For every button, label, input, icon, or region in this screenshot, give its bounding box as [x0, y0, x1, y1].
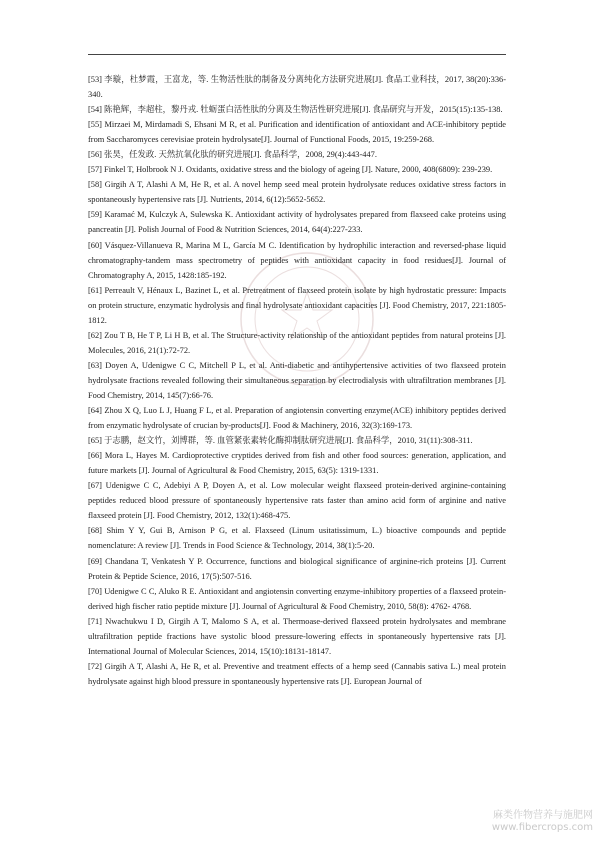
- reference-72: [72] Girgih A T, Alashi A, He R, et al. Preventive and treatment effects of a hemp seed (Cannabis sativa L.) meal protein hydrolysate against high blood pressure in spontaneously hypertensive rats [J]. European Journal of: [88, 661, 506, 686]
- reference-54: [54] 陈艳辉，李超柱，黎丹戎. 牡蛎蛋白活性肽的分离及生物活性研究进展[J]. 食品研究与开发，2015(15):135-138.: [88, 105, 503, 115]
- reference-69: [69] Chandana T, Venkatesh Y P. Occurrence, functions and biological significance of arginine-rich proteins [J]. Current Protein & Peptide Science, 2016, 17(5):507-516.: [88, 556, 506, 581]
- reference-62: [62] Zou T B, He T P, Li H B, et al. The Structure-activity relationship of the antioxidant peptides from natural proteins [J]. Molecules, 2016, 21(1):72-72.: [88, 330, 506, 355]
- reference-53: [53] 李璇，杜梦霞，王富龙，等. 生物活性肽的制备及分离纯化方法研究进展[J]. 食品工业科技，2017, 38(20):336-340.: [88, 75, 506, 100]
- reference-58: [58] Girgih A T, Alashi A M, He R, et al. A novel hemp seed meal protein hydrolysate reduces oxidative stress factors in spontaneously hypertensive rats [J]. Nutrients, 2014, 6(12):5652-5652.: [88, 180, 506, 205]
- reference-56: [56] 张昊，任发政. 天然抗氧化肽的研究进展[J]. 食品科学，2008, 29(4):443-447.: [88, 150, 377, 160]
- reference-67: [67] Udenigwe C C, Adebiyi A P, Doyen A, et al. Low molecular weight flaxseed protein-derived arginine-containing peptides reduced blood pressure of spontaneously hypertensive rats faster than amino acid form of arginine and native flaxseed protein [J]. Food Chemistry, 2012, 132(1):468-475.: [88, 481, 506, 521]
- reference-71: [71] Nwachukwu I D, Girgih A T, Malomo S A, et al. Thermoase-derived flaxseed protein hydrolysates and membrane ultrafiltration peptide fractions have systolic blood pressure-lowering effects in spontaneously hypertensive rats [J]. International Journal of Molecular Sciences, 2014, 15(10):18131-18147.: [88, 616, 506, 656]
- reference-55: [55] Mirzaei M, Mirdamadi S, Ehsani M R, et al. Purification and identification of antioxidant and ACE-inhibitory peptide from Saccharomyces cerevisiae protein hydrolysate[J]. Journal of Functional Foods, 2015, 19:259-268.: [88, 120, 506, 145]
- reference-57: [57] Finkel T, Holbrook N J. Oxidants, oxidative stress and the biology of ageing [J]. Nature, 2000, 408(6809): 239-239.: [88, 165, 493, 175]
- watermark-site-url: www.fibercrops.com: [491, 822, 593, 833]
- reference-63: [63] Doyen A, Udenigwe C C, Mitchell P L, et al. Anti-diabetic and antihypertensive activities of two flaxseed protein hydrolysate fractions revealed following their simultaneous separation by electrodialysis with ultrafiltration membranes [J]. Food Chemistry, 2014, 145(7):66-76.: [88, 360, 506, 400]
- reference-64: [64] Zhou X Q, Luo L J, Huang F L, et al. Preparation of angiotensin converting enzyme(ACE) inhibitory peptides derived from enzymatic hydrolysate of crucian by-products[J]. Food & Machinery, 2016, 32(3):169-173.: [88, 406, 506, 431]
- reference-70: [70] Udenigwe C C, Aluko R E. Antioxidant and angiotensin converting enzyme-inhibitory properties of a flaxseed protein-derived high fischer ratio peptide mixture [J]. Journal of Agricultural & Food Chemistry, 2010, 58(8): 4762- 4768.: [88, 586, 506, 611]
- reference-66: [66] Mora L, Hayes M. Cardioprotective cryptides derived from fish and other food sources: generation, application, and future markets [J]. Journal of Agricultural & Food Chemistry, 2015, 63(5): 1319-1331.: [88, 451, 506, 476]
- watermark-site-name: 麻类作物营养与施肥网: [493, 810, 593, 821]
- reference-65: [65] 于志鹏，赵文竹，刘博群，等. 血管紧张素转化酶抑制肽研究进展[J]. 食品科学，2010, 31(11):308-311.: [88, 436, 473, 446]
- reference-59: [59] Karamać M, Kulczyk A, Sulewska K. Antioxidant activity of hydrolysates prepared from flaxseed cake proteins using pancreatin [J]. Polish Journal of Food & Nutrition Sciences, 2014, 64(4):227-233.: [88, 210, 506, 235]
- reference-list: [88, 72, 506, 689]
- reference-60: [60] Vásquez-Villanueva R, Marina M L, García M C. Identification by hydrophilic interaction and reversed-phase liquid chromatography-tandem mass spectrometry of peptides with antioxidant capacity in food residues[J]. Journal of Chromatography A, 2015, 1428:185-192.: [88, 240, 506, 280]
- reference-68: [68] Shim Y Y, Gui B, Arnison P G, et al. Flaxseed (Linum usitatissimum, L.) bioactive compounds and peptide nomenclature: A review [J]. Trends in Food Science & Technology, 2014, 38(1):5-20.: [88, 526, 506, 551]
- site-watermark: [468, 810, 593, 834]
- reference-61: [61] Perreault V, Hénaux L, Bazinet L, et al. Pretreatment of flaxseed protein isolate by high hydrostatic pressure: Impacts on protein structure, enzymatic hydrolysis and final hydrolysate antioxidant capacities [J]. Food Chemistry, 2017, 221:1805-1812.: [88, 285, 506, 325]
- header-rule: [88, 54, 506, 55]
